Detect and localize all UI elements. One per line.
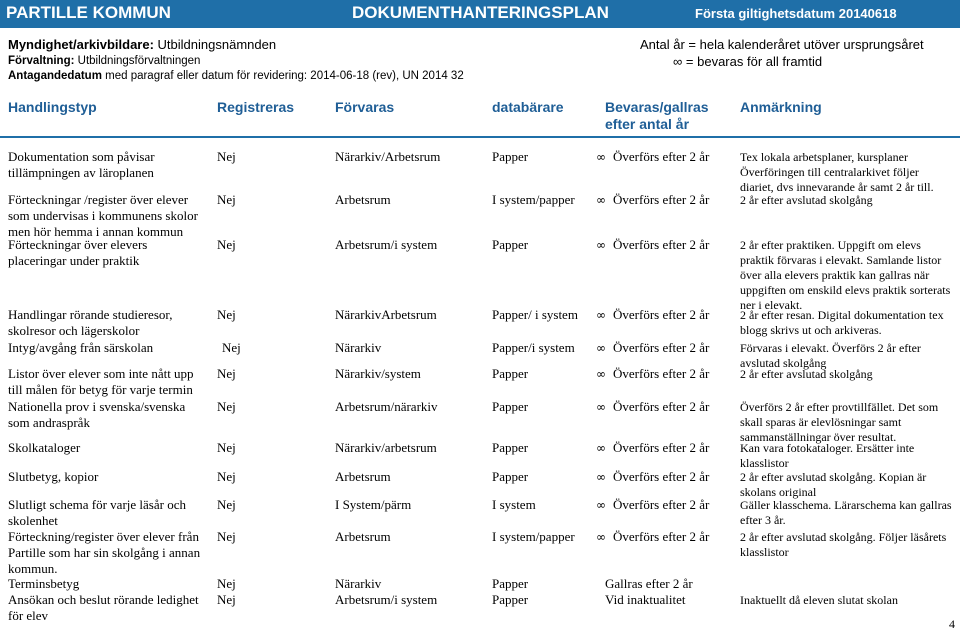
row-remark-line: Inaktuellt då eleven slutat skolan [740, 593, 898, 607]
row-type-line: kommun. [8, 561, 58, 576]
legend-infinity [673, 54, 822, 69]
infinity-icon: ∞ [596, 530, 605, 544]
infinity-icon: ∞ [673, 54, 683, 69]
row-medium: Papper/ i system [492, 307, 578, 322]
row-remark-line: över alla elevers praktik kan gallras när [740, 268, 930, 282]
row-remark-line: ner i elevakt. [740, 298, 803, 312]
org-name: PARTILLE KOMMUN [6, 3, 171, 22]
row-registered: Nej [217, 469, 236, 484]
row-medium: Papper [492, 399, 529, 414]
row-remark-line: praktik förvaras i elevakt. Samlande listor [740, 253, 942, 267]
row-medium: Papper [492, 366, 529, 381]
row-remark-line: klasslistor [740, 456, 789, 470]
row-type-line: Slutligt schema för varje läsår och [8, 497, 186, 512]
infinity-icon: ∞ [596, 367, 605, 381]
row-registered: Nej [217, 440, 236, 455]
row-retention: Överförs efter 2 år [613, 440, 710, 455]
header-band [0, 0, 960, 28]
row-type-line: Skolkataloger [8, 440, 81, 455]
infinity-icon: ∞ [596, 341, 605, 355]
row-remark-line: 2 år efter resan. Digital dokumentation tex [740, 308, 944, 322]
row-retention: Överförs efter 2 år [613, 192, 710, 207]
row-remark-line: uppgiften om enskild elevs praktik sorterats [740, 283, 951, 297]
row-retention: Överförs efter 2 år [613, 497, 710, 512]
row-remark-line: Förvaras i elevakt. Överförs 2 år efter [740, 341, 921, 355]
row-registered: Nej [217, 529, 236, 544]
row-retention: Överförs efter 2 år [613, 149, 710, 164]
row-registered: Nej [217, 192, 236, 207]
row-medium: Papper/i system [492, 340, 575, 355]
row-retention: Gallras efter 2 år [605, 576, 693, 591]
row-type-line: tillämpningen av läroplanen [8, 165, 154, 180]
row-stored: Arbetsrum/i system [335, 592, 438, 607]
row-stored: Närarkiv [335, 576, 382, 591]
admin-line [8, 55, 200, 67]
row-remark-line: klasslistor [740, 545, 789, 559]
row-remark-line: efter 3 år. [740, 513, 786, 527]
infinity-icon: ∞ [596, 441, 605, 455]
row-remark-line: Gäller klasschema. Lärarschema kan gallras [740, 498, 952, 512]
row-type-line: till målen för betyg för varje termin [8, 382, 193, 397]
row-type-line: Ansökan och beslut rörande ledighet [8, 592, 199, 607]
row-retention: Överförs efter 2 år [613, 307, 710, 322]
row-stored: NärarkivArbetsrum [335, 307, 437, 322]
row-stored: Arbetsrum [335, 469, 391, 484]
infinity-icon: ∞ [596, 308, 605, 322]
row-type-line: för elev [8, 608, 49, 623]
row-type-line: Förteckningar /register över elever [8, 192, 189, 207]
legend-year: Antal år = hela kalenderåret utöver ursprungsåret [640, 37, 924, 52]
row-retention: Överförs efter 2 år [613, 529, 710, 544]
infinity-icon: ∞ [596, 400, 605, 414]
row-stored: Arbetsrum [335, 192, 391, 207]
row-medium: Papper [492, 576, 529, 591]
row-stored: Arbetsrum [335, 529, 391, 544]
row-medium: I system [492, 497, 536, 512]
row-stored: Närarkiv/system [335, 366, 421, 381]
row-type-line: Listor över elever som inte nått upp [8, 366, 194, 381]
row-remark-line: avslutad skolgång [740, 356, 827, 370]
infinity-icon: ∞ [596, 150, 605, 164]
col-retention-2: efter antal år [605, 116, 690, 132]
row-stored: I System/pärm [335, 497, 412, 512]
row-type-line: som undervisas i kommunens skolor [8, 208, 198, 223]
adopted-line [8, 70, 464, 82]
row-retention: Överförs efter 2 år [613, 399, 710, 414]
row-remark-line: skall sparas är elevlösningar samt [740, 415, 902, 429]
row-type-line: skolresor och lägerskolor [8, 323, 140, 338]
row-remark-line: Tex lokala arbetsplaner, kursplaner [740, 150, 908, 164]
infinity-icon: ∞ [596, 238, 605, 252]
row-medium: I system/papper [492, 529, 575, 544]
row-registered: Nej [217, 576, 236, 591]
row-type-line: Förteckning/register över elever från [8, 529, 199, 544]
row-remark-line: sammanställningar över resultat. [740, 430, 897, 444]
row-medium: Papper [492, 440, 529, 455]
row-medium: I system/papper [492, 192, 575, 207]
admin-value: Utbildningsförvaltningen [77, 55, 201, 67]
row-type-line: Handlingar rörande studieresor, [8, 307, 173, 322]
row-type-line: som andraspråk [8, 415, 90, 430]
row-type-line: Terminsbetyg [8, 576, 80, 591]
col-retention: Bevaras/gallras [605, 99, 709, 115]
row-stored: Närarkiv/Arbetsrum [335, 149, 441, 164]
row-registered: Nej [217, 366, 236, 381]
row-remark-line: 2 år efter praktiken. Uppgift om elevs [740, 238, 921, 252]
row-registered: Nej [222, 340, 241, 355]
row-registered: Nej [217, 399, 236, 414]
row-type-line: Partille som har sin skolgång i annan [8, 545, 201, 560]
row-stored: Arbetsrum/i system [335, 237, 438, 252]
row-remark-line: Kan vara fotokataloger. Ersätter inte [740, 441, 915, 455]
row-remark-line: 2 år efter avslutad skolgång [740, 193, 873, 207]
row-type-line: Förteckningar över elevers [8, 237, 148, 252]
row-type-line: skolenhet [8, 513, 58, 528]
row-registered: Nej [217, 497, 236, 512]
row-retention: Överförs efter 2 år [613, 469, 710, 484]
legend-infinity-text: = bevaras för all framtid [685, 54, 823, 69]
row-remark-line: Överföringen till centralarkivet följer [740, 165, 919, 179]
row-type-line: men hör hemma i annan kommun [8, 224, 184, 239]
row-retention: Överförs efter 2 år [613, 237, 710, 252]
row-remark-line: Överförs 2 år efter provtillfället. Det som [740, 400, 939, 414]
row-retention: Vid inaktualitet [605, 592, 686, 607]
infinity-icon: ∞ [596, 498, 605, 512]
row-type-line: Nationella prov i svenska/svenska [8, 399, 186, 414]
infinity-icon: ∞ [596, 470, 605, 484]
col-remark: Anmärkning [740, 99, 822, 115]
row-retention: Överförs efter 2 år [613, 366, 710, 381]
row-registered: Nej [217, 307, 236, 322]
adopted-label: Antagandedatum [8, 70, 102, 82]
row-remark-line: blogg skrivs ut och arkiveras. [740, 323, 882, 337]
adopted-value: med paragraf eller datum för revidering: 2014-06-18 (rev), UN 2014 32 [105, 70, 464, 82]
col-medium: databärare [492, 99, 564, 115]
row-retention: Överförs efter 2 år [613, 340, 710, 355]
row-medium: Papper [492, 149, 529, 164]
row-remark-line: skolans original [740, 485, 817, 499]
col-registered: Registreras [217, 99, 295, 115]
admin-label: Förvaltning: [8, 55, 75, 67]
col-type: Handlingstyp [8, 99, 97, 115]
row-remark-line: 2 år efter avslutad skolgång [740, 367, 873, 381]
row-type-line: placeringar under praktik [8, 253, 140, 268]
page-number: 4 [949, 617, 955, 631]
row-type-line: Dokumentation som påvisar [8, 149, 155, 164]
row-type-line: Intyg/avgång från särskolan [8, 340, 154, 355]
header-divider [0, 136, 960, 138]
row-type-line: Slutbetyg, kopior [8, 469, 99, 484]
col-stored: Förvaras [335, 99, 395, 115]
row-stored: Närarkiv [335, 340, 382, 355]
row-registered: Nej [217, 237, 236, 252]
infinity-icon: ∞ [596, 193, 605, 207]
row-medium: Papper [492, 592, 529, 607]
authority-line [8, 37, 276, 52]
row-remark-line: diariet, dvs innevarande år samt 2 år till. [740, 180, 934, 194]
row-remark-line: 2 år efter avslutad skolgång. Följer läsårets [740, 530, 947, 544]
document-title: DOKUMENTHANTERINGSPLAN [352, 3, 609, 22]
row-medium: Papper [492, 237, 529, 252]
valid-from: Första giltighetsdatum 20140618 [695, 6, 897, 21]
row-remark-line: 2 år efter avslutad skolgång. Kopian är [740, 470, 927, 484]
row-medium: Papper [492, 469, 529, 484]
authority-label: Myndighet/arkivbildare: [8, 37, 154, 52]
row-stored: Närarkiv/arbetsrum [335, 440, 437, 455]
row-registered: Nej [217, 149, 236, 164]
row-registered: Nej [217, 592, 236, 607]
row-stored: Arbetsrum/närarkiv [335, 399, 438, 414]
authority-value: Utbildningsnämnden [157, 37, 277, 52]
